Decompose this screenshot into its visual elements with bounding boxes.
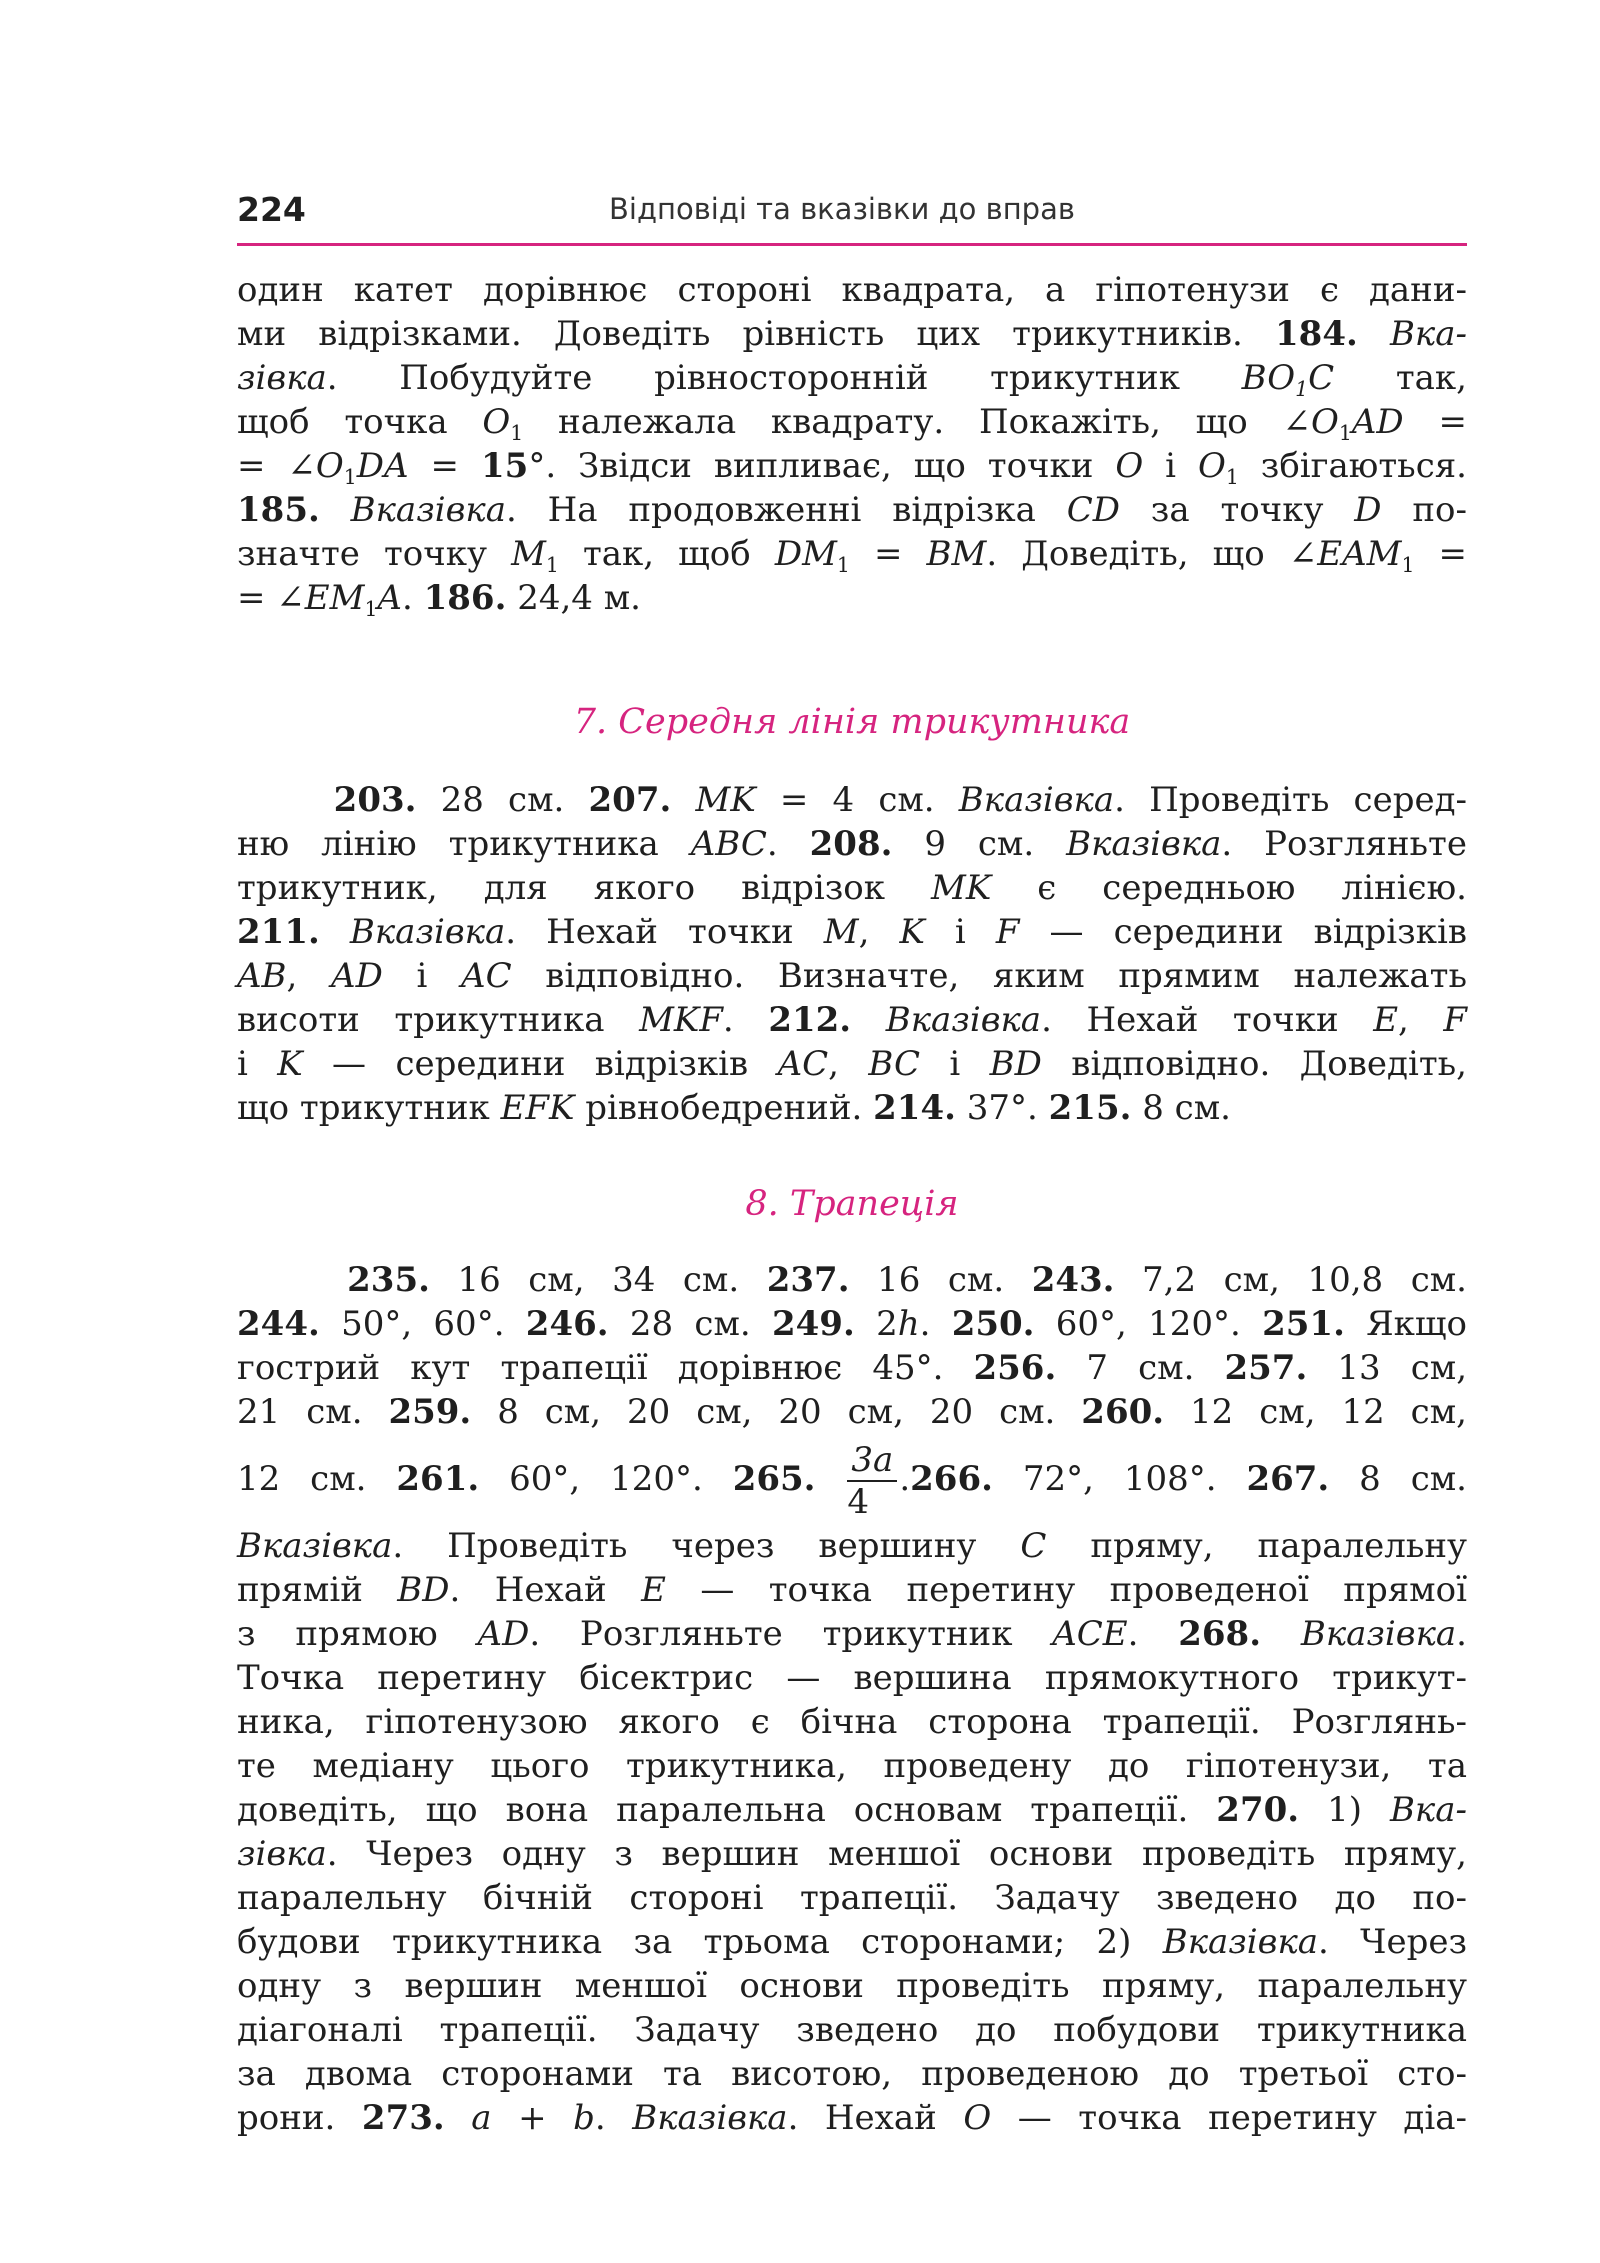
text-line: зівка. Побудуйте рівносторонній трикутник $BO_1C$ так,	[237, 358, 1467, 402]
text-line: ми відрізками. Доведіть рівність цих трикутників. 184. Вка-	[237, 314, 1467, 354]
text-line: 21 см. 259. 8 см, 20 см, 20 см, 20 см. 260. 12 см, 12 см,	[237, 1392, 1467, 1432]
text-line: зівка. Через одну з вершин меншої основи проведіть пряму,	[237, 1834, 1467, 1874]
text-line: одну з вершин меншої основи проведіть пряму, паралельну	[237, 1966, 1467, 2006]
text-line: ника, гіпотенузою якого є бічна сторона трапеції. Розглянь-	[237, 1702, 1467, 1742]
text-line: 211. Вказівка. Нехай точки M, K і F — середини відрізків	[237, 912, 1467, 952]
text-line: паралельну бічній стороні трапеції. Задачу зведено до по-	[237, 1878, 1467, 1918]
text-line: значте точку $M_1$ так, щоб $DM_1$ = BM. Доведіть, що $\angle EAM_1$ =	[237, 534, 1468, 578]
text-line: = $\angle O_1DA = 15^\circ$. Звідси випливає, що точки O і $O_1$ збігаються.	[237, 446, 1467, 490]
text-line: трикутник, для якого відрізок MK є середньою лінією.	[237, 868, 1467, 908]
text-line: будови трикутника за трьома сторонами; 2) Вказівка. Через	[237, 1922, 1467, 1962]
fraction	[847, 1440, 897, 1522]
text-line: те медіану цього трикутника, проведену до гіпотенузи, та	[237, 1746, 1467, 1786]
text-line: і K — середини відрізків AC, BC і BD відповідно. Доведіть,	[237, 1044, 1467, 1084]
fraction-denominator: 4	[847, 1482, 870, 1522]
page-header	[237, 190, 1467, 240]
intro-paragraph	[237, 268, 1467, 620]
running-title: Відповіді та вказівки до вправ	[609, 192, 1075, 226]
header-rule	[237, 243, 1467, 246]
text-line: один катет дорівнює стороні квадрата, а гіпотенузи є дани-	[237, 270, 1467, 310]
text-line: діагоналі трапеції. Задачу зведено до побудови трикутника	[237, 2010, 1467, 2050]
text-line: 244. 50°, 60°. 246. 28 см. 249. 2h. 250. 60°, 120°. 251. Якщо	[237, 1304, 1467, 1344]
text-line: доведіть, що вона паралельна основам трапеції. 270. 1) Вка-	[237, 1790, 1467, 1830]
section-title-7: 7. Середня лінія трикутника	[573, 702, 1131, 742]
text-line: 185. Вказівка. На продовженні відрізка CD за точку D по-	[237, 490, 1467, 530]
text-line: за двома сторонами та висотою, проведеною до третьої сто-	[237, 2054, 1467, 2094]
text-line: 12 см. 261. 60°, 120°. 265. $\frac{3a}{4}$ .266. 72°, 108°. 267. 8 см.	[237, 1440, 1467, 1522]
text-line: Точка перетину бісектрис — вершина прямокутного трикут-	[237, 1658, 1467, 1698]
text-line: з прямою AD. Розгляньте трикутник ACE. 268. Вказівка.	[237, 1614, 1467, 1654]
text-line: висоти трикутника MKF. 212. Вказівка. Нехай точки E, F	[237, 1000, 1468, 1040]
section8-paragraph	[237, 1258, 1467, 2140]
page-number: 224	[237, 190, 306, 229]
text-line: 203. 28 см. 207. MK = 4 см. Вказівка. Проведіть серед-	[333, 780, 1468, 820]
text-line: гострий кут трапеції дорівнює 45°. 256. 7 см. 257. 13 см,	[237, 1348, 1467, 1388]
text-line: що трикутник EFK рівнобедрений. 214. 37°. 215. 8 см.	[237, 1088, 1231, 1128]
text-line: = $\angle EM_1A$. 186. 24,4 м.	[237, 578, 641, 622]
text-line: Вказівка. Проведіть через вершину C пряму, паралельну	[237, 1526, 1468, 1566]
text-line: ню лінію трикутника ABC. 208. 9 см. Вказівка. Розгляньте	[237, 824, 1467, 864]
section-title-8: 8. Трапеція	[745, 1184, 959, 1224]
text-line: рони. 273. a + b. Вказівка. Нехай O — точка перетину діа-	[237, 2098, 1467, 2138]
text-line: щоб точка $O_1$ належала квадрату. Покажіть, що $\angle O_1AD$ =	[237, 402, 1467, 446]
section7-paragraph	[237, 778, 1467, 1130]
text-line: прямій BD. Нехай E — точка перетину проведеної прямої	[237, 1570, 1467, 1610]
text-line: AB, AD і AC відповідно. Визначте, яким прямим належать	[237, 956, 1467, 996]
text-line: 235. 16 см, 34 см. 237. 16 см. 243. 7,2 см, 10,8 см.	[347, 1260, 1467, 1300]
fraction-numerator: 3a	[847, 1440, 897, 1482]
